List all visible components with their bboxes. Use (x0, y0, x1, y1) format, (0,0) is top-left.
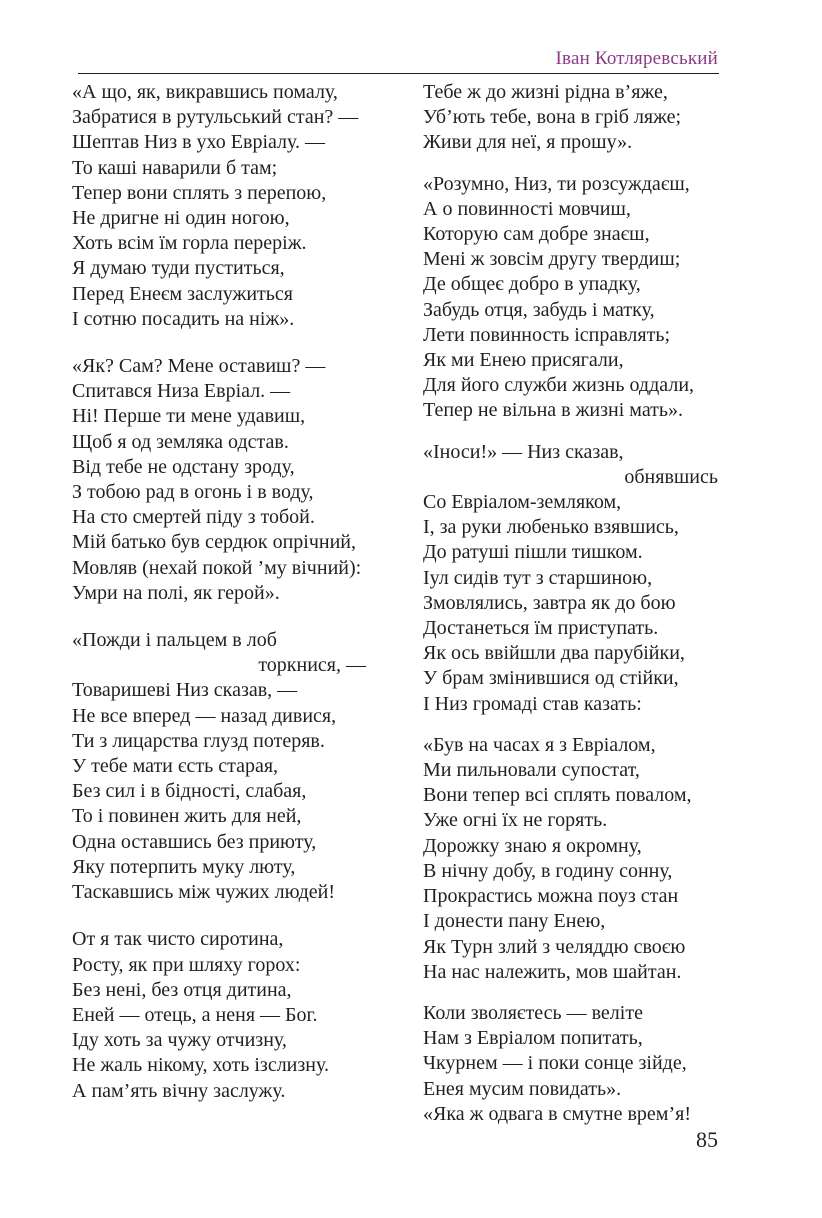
verse-line: Ми пильновали супостат, (423, 759, 640, 782)
verse-line: Дорожку знаю я окромну, (423, 834, 642, 857)
verse-line: «А що, як, викравшись помалу, (72, 81, 338, 103)
verse-line: Не все вперед — назад дивися, (72, 704, 337, 727)
verse-line: Таскавшись між чужих людей! (72, 881, 335, 904)
stanza (423, 440, 721, 717)
verse-line: Без нені, без отця дитина, (72, 978, 292, 1001)
page-number: 85 (696, 1127, 718, 1152)
verse-line: Чкурнем — і поки сонце зійде, (423, 1052, 687, 1075)
verse-line: І Низ громаді став казать: (423, 692, 642, 715)
verse-line: На сто смертей піду з тобой. (72, 506, 315, 529)
verse-line: Від тебе не одстану зроду, (72, 455, 295, 478)
verse-line: Іду хоть за чужу отчизну, (72, 1029, 287, 1052)
verse-line: Як Турн злий з челяддю своєю (423, 935, 686, 958)
verse-line: Забудь отця, забудь і матку, (423, 298, 655, 321)
stanza (423, 733, 721, 985)
verse-line: Нам з Евріалом попитать, (423, 1027, 643, 1050)
verse-line: І донести пану Енею, (423, 910, 606, 933)
verse-line: Умри на полі, як герой». (72, 581, 280, 604)
stanza (72, 927, 390, 1103)
verse-line: На нас належить, мов шайтан. (423, 960, 682, 983)
verse-line: То каші наварили б там; (72, 156, 278, 179)
stanza (423, 172, 721, 424)
verse-line: Без сил і в бідності, слабая, (72, 780, 307, 803)
right-column (423, 80, 721, 1127)
verse-line: У тебе мати єсть старая, (72, 755, 279, 778)
stanza (423, 1001, 721, 1127)
verse-line: Тебе ж до жизні рідна в’яже, (423, 81, 668, 103)
verse-line: Щоб я од земляка одстав. (72, 430, 289, 453)
header-rule (78, 73, 719, 74)
verse-line: В нічну добу, в годину сонну, (423, 859, 673, 882)
verse-line: Хоть всім їм горла переріж. (72, 232, 307, 255)
verse-line: «Яка ж одвага в смутне врем’я! (423, 1102, 691, 1125)
verse-line: Одна оставшись без приюту, (72, 830, 317, 853)
verse-line: Шептав Низ в ухо Евріалу. — (72, 131, 326, 154)
verse-line: Як ми Енею присягали, (423, 349, 624, 372)
verse-line: От я так чисто сиротина, (72, 928, 284, 951)
verse-line: А пам’ять вічну заслужу. (72, 1079, 286, 1102)
verse-line: То і повинен жить для ней, (72, 805, 302, 828)
verse-line: У брам змінившися од стійки, (423, 667, 679, 690)
verse-line: Живи для неї, я прошу». (423, 131, 633, 154)
verse-line: «Розумно, Низ, ти розсуждаєш, (423, 172, 690, 195)
verse-line: «Був на часах я з Евріалом, (423, 733, 656, 756)
verse-line: Прокрастись можна поуз стан (423, 885, 679, 908)
verse-line: Уб’ють тебе, вона в гріб ляже; (423, 106, 682, 129)
verse-line: Мовляв (нехай покой ’му вічний): (72, 556, 362, 579)
stanza (72, 628, 390, 905)
verse-line: Спитався Низа Евріал. — (72, 380, 291, 403)
verse-line: Лети повинность ісправлять; (423, 323, 671, 346)
verse-line: Як ось ввійшли два парубійки, (423, 642, 685, 665)
verse-line: «Як? Сам? Мене оставиш? — (72, 355, 326, 378)
verse-line: Коли зволяєтесь — веліте (423, 1001, 643, 1024)
verse-line: І сотню посадить на ніж». (72, 307, 295, 330)
verse-line: торкнися, — (258, 654, 366, 677)
left-column (72, 80, 390, 1104)
verse-line: Уже огні їх не горять. (423, 809, 608, 832)
verse-line: Мій батько був сердюк опрічний, (72, 531, 356, 554)
verse-line: Іул сидів тут з старшиною, (423, 566, 653, 589)
verse-line: Змовлялись, завтра як до бою (423, 591, 676, 614)
verse-line: З тобою рад в огонь і в воду, (72, 481, 314, 504)
verse-line: Тепер не вільна в жизні мать». (423, 399, 684, 422)
verse-line: Яку потерпить муку люту, (72, 855, 296, 878)
verse-line: Я думаю туди пуститься, (72, 257, 285, 280)
verse-line: «Іноси!» — Низ сказав, (423, 440, 624, 463)
verse-line: Перед Енеєм заслужиться (72, 282, 293, 305)
verse-line: Мені ж зовсім другу твердиш; (423, 248, 681, 271)
verse-line: Которую сам добре знаєш, (423, 223, 650, 246)
stanza (423, 80, 721, 156)
verse-line: Тепер вони сплять з перепою, (72, 181, 327, 204)
verse-line: Для його служби жизнь оддали, (423, 374, 695, 397)
running-header: Іван Котляревський (555, 48, 718, 69)
verse-line: Вони тепер всі сплять повалом, (423, 784, 692, 807)
verse-line: Достанеться їм приступать. (423, 617, 659, 640)
verse-line: «Пожди і пальцем в лоб (72, 629, 277, 652)
verse-line: Ти з лицарства глузд потеряв. (72, 729, 325, 752)
verse-line: Со Евріалом-земляком, (423, 491, 622, 514)
verse-line: Забратися в рутульський стан? — (72, 106, 359, 129)
verse-line: А о повинності мовчиш, (423, 197, 631, 220)
verse-line: Енея мусим повидать». (423, 1077, 622, 1100)
verse-line: Товаришеві Низ сказав, — (72, 679, 298, 702)
stanza (72, 354, 390, 606)
stanza (72, 80, 390, 332)
verse-line: Де общеє добро в упадку, (423, 273, 641, 296)
verse-line: До ратуші пішли тишком. (423, 541, 643, 564)
verse-line: Не дригне ні один ногою, (72, 207, 290, 230)
verse-line: Не жаль нікому, хоть ізслизну. (72, 1054, 329, 1077)
verse-line: Росту, як при шляху горох: (72, 953, 301, 976)
verse-line: обнявшись (624, 465, 718, 488)
verse-line: Еней — отець, а неня — Бог. (72, 1003, 318, 1026)
verse-line: Ні! Перше ти мене удавиш, (72, 405, 306, 428)
verse-line: І, за руки любенько взявшись, (423, 516, 679, 539)
